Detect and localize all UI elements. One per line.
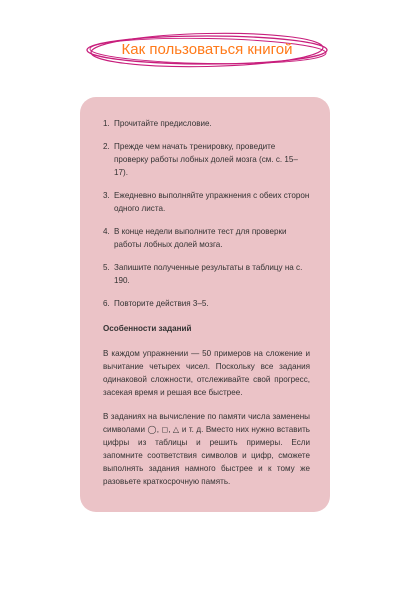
page-title: Как пользоваться книгой [121, 41, 293, 58]
step-number: 1. [103, 119, 110, 128]
instructions-card [80, 97, 330, 512]
step-text: В конце недели выполните тест для проверки работы лобных долей мозга. [114, 227, 287, 249]
step-text: Ежедневно выполняйте упражнения с обеих сторон одного листа. [114, 191, 310, 213]
page-title-banner [84, 30, 330, 70]
step-text: Прежде чем начать тренировку, проведите проверку работы лобных долей мозга (см. с. 15–17). [114, 142, 298, 177]
list-item [103, 297, 310, 310]
list-item [103, 140, 310, 179]
step-text: Повторите действия 3–5. [114, 299, 209, 308]
list-item [103, 117, 310, 130]
step-number: 5. [103, 263, 110, 272]
section-heading: Особенности заданий [103, 324, 192, 333]
section-paragraph: В заданиях на вычисление по памяти числа заменены символами ◯, ◻, △ и т. д. Вместо них нужно вставить цифры из таблицы и решить примеры. Если запомните соответствия символов и цифр, сможете выполнять задания намного быстрее и к тому же разовьете краткосрочную память. [103, 412, 310, 486]
step-number: 3. [103, 191, 110, 200]
list-item [103, 189, 310, 215]
step-text: Запишите полученные результаты в таблицу на с. 190. [114, 263, 303, 285]
step-number: 2. [103, 142, 110, 151]
list-item [103, 225, 310, 251]
step-text: Прочитайте предисловие. [114, 119, 212, 128]
step-number: 6. [103, 299, 110, 308]
section-paragraph: В каждом упражнении — 50 примеров на сложение и вычитание четырех чисел. Поскольку все задания одинаковой сложности, отслеживайте свой прогресс, засекая время и решая все быстрее. [103, 349, 310, 397]
step-number: 4. [103, 227, 110, 236]
list-item [103, 261, 310, 287]
steps-list [103, 117, 310, 310]
